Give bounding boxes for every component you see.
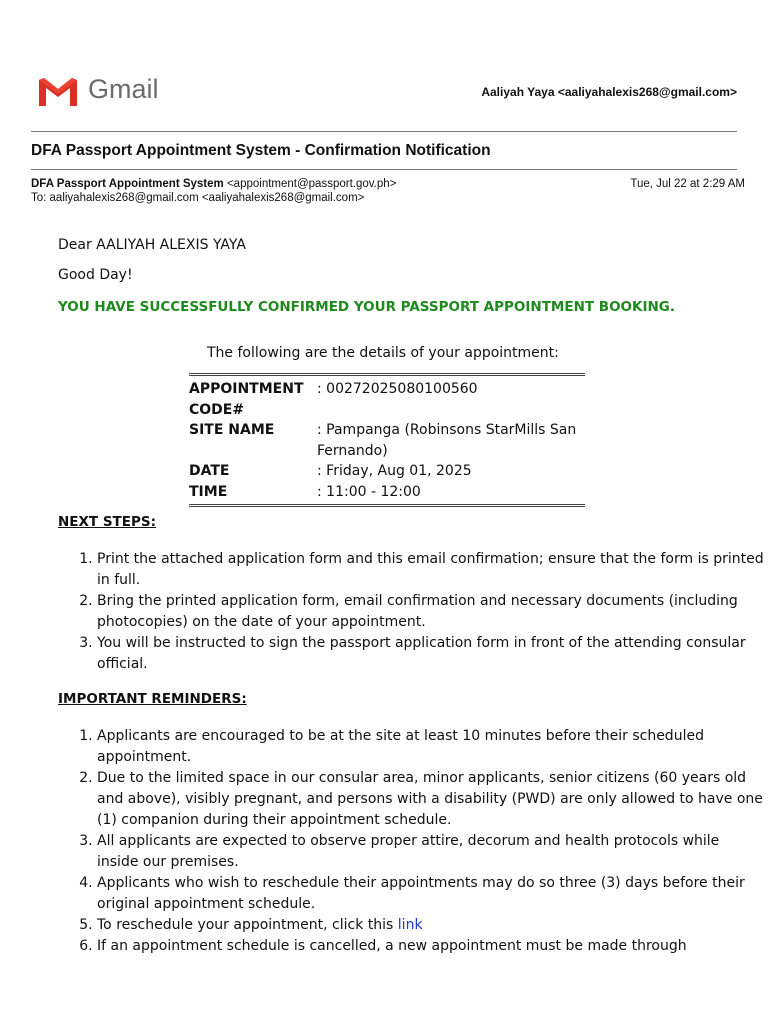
sender-line [31,178,396,190]
reminders-list [58,726,765,957]
recipient-line: To: aaliyahalexis268@gmail.com <aaliyahalexis268@gmail.com> [31,192,365,204]
next-steps-list [58,549,765,675]
greeting: Dear AALIYAH ALEXIS YAYA [58,237,246,253]
appointment-details-table [189,373,585,507]
details-intro: The following are the details of your appointment: [207,345,559,361]
list-item: 2. Due to the limited space in our consular area, minor applicants, senior citizens (60 years old and above), visibly pregnant, and persons with a disability (PWD) are only allowed to have one (1) companion during their appointment schedule. [97,768,765,831]
reminders-heading: IMPORTANT REMINDERS: [58,691,247,707]
detail-key: APPOINTMENT CODE# [189,381,304,418]
gmail-wordmark: Gmail [88,74,159,104]
detail-value: : 00272025080100560 [317,381,478,397]
list-item: 1. Applicants are encouraged to be at the site at least 10 minutes before their scheduled appointment. [97,726,765,768]
next-steps-heading: NEXT STEPS: [58,514,157,530]
detail-row-time [189,482,585,503]
account-label: Aaliyah Yaya <aaliyahalexis268@gmail.com> [481,85,737,99]
detail-key: TIME [189,483,228,500]
list-item: 2. Bring the printed application form, email confirmation and necessary documents (including photocopies) on the date of your appointment. [97,591,765,633]
gmail-logo-icon [36,74,80,108]
list-item: 3. You will be instructed to sign the passport application form in front of the attending consular official. [97,633,765,675]
success-message: YOU HAVE SUCCESSFULLY CONFIRMED YOUR PASSPORT APPOINTMENT BOOKING. [58,299,676,315]
list-item: 4. Applicants who wish to reschedule their appointments may do so three (3) days before their original appointment schedule. [97,873,765,915]
list-item: 1. Print the attached application form and this email confirmation; ensure that the form is printed in full. [97,549,765,591]
detail-row-date [189,461,585,482]
list-item: 6. If an appointment schedule is cancelled, a new appointment must be made through [97,936,765,957]
divider [31,131,737,132]
detail-row-site [189,420,585,461]
good-day-text: Good Day! [58,267,133,283]
reminder-text: To reschedule your appointment, click this [97,917,394,933]
detail-key: SITE NAME [189,422,275,438]
detail-key: DATE [189,463,230,479]
detail-value: : Pampanga (Robinsons StarMills San Fernando) [317,422,577,459]
email-date: Tue, Jul 22 at 2:29 AM [630,178,745,190]
sender-name: DFA Passport Appointment System [31,178,224,190]
detail-value: : 11:00 - 12:00 [317,483,421,500]
sender-address: <appointment@passport.gov.ph> [226,178,397,190]
detail-value: : Friday, Aug 01, 2025 [317,463,472,479]
reschedule-link[interactable]: link [397,917,423,933]
list-item: 3. All applicants are expected to observe proper attire, decorum and health protocols while inside our premises. [97,831,765,873]
divider [31,169,737,170]
email-subject: DFA Passport Appointment System - Confirmation Notification [31,142,491,159]
detail-row-code [189,379,585,420]
list-item [97,915,765,936]
